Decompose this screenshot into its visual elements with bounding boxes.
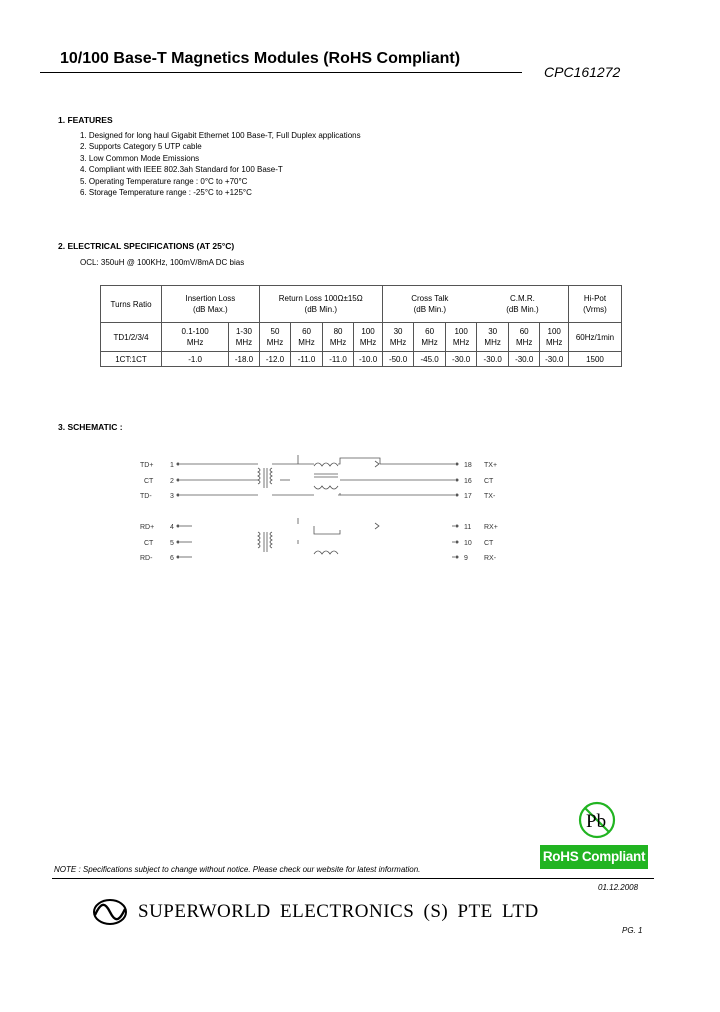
schematic-heading: 3. SCHEMATIC :	[58, 422, 123, 432]
pin-number-right: 18	[464, 462, 472, 469]
hipot-unit: (Vrms)	[583, 305, 607, 314]
pin-number-right: 11	[464, 524, 472, 531]
schematic-diagram	[100, 440, 520, 580]
pin-label-right: CT	[484, 478, 494, 485]
value-cell: -30.0	[508, 352, 540, 367]
value-cell: -11.0	[322, 352, 354, 367]
features-list	[80, 130, 361, 198]
feature-item: 3. Low Common Mode Emissions	[80, 153, 200, 163]
company-name: SUPERWORLD ELECTRONICS (S) PTE LTD	[138, 901, 539, 922]
pin-number-right: 9	[464, 555, 468, 562]
pin-label-right: RX-	[484, 555, 497, 562]
pin-label-left: CT	[144, 540, 154, 547]
value-cell: -10.0	[354, 352, 382, 367]
pin-number-right: 16	[464, 478, 472, 485]
freq-cell: 30 MHz	[477, 323, 509, 352]
pb-free-icon	[575, 800, 619, 840]
table-frequency-row	[101, 323, 622, 352]
feature-item: 2. Supports Category 5 UTP cable	[80, 142, 202, 152]
pin-label-right: TX+	[484, 462, 498, 469]
freq-cell: 100 MHz	[354, 323, 382, 352]
hipot-value-cell: 1500	[568, 352, 621, 367]
pin-number-left: 5	[170, 540, 174, 547]
pin-number-left: 6	[170, 555, 174, 562]
return-loss-unit: (dB Min.)	[304, 305, 337, 314]
pin-number-left: 4	[170, 524, 174, 531]
freq-cell: 0.1-100 MHz	[162, 323, 229, 352]
electrical-spec-table	[100, 285, 622, 367]
value-cell: -30.0	[540, 352, 568, 367]
feature-item: 1. Designed for long haul Gigabit Ethernet 100 Base-T, Full Duplex applications	[80, 131, 361, 140]
feature-item: 4. Compliant with IEEE 802.3ah Standard for 100 Base-T	[80, 165, 283, 175]
value-cell: -12.0	[259, 352, 291, 367]
freq-cell: 60 MHz	[508, 323, 540, 352]
features-heading: 1. FEATURES	[58, 115, 113, 125]
pin-label-right: TX-	[484, 493, 496, 500]
superworld-logo-icon	[92, 898, 128, 926]
freq-cell: 80 MHz	[322, 323, 354, 352]
table-row	[101, 352, 622, 367]
value-cell: -30.0	[477, 352, 509, 367]
pin-label-right: RX+	[484, 524, 498, 531]
freq-cell: 1-30 MHz	[229, 323, 260, 352]
cmr-unit: (dB Min.)	[506, 305, 539, 314]
pin-number-right: 10	[464, 540, 472, 547]
freq-cell: 100 MHz	[540, 323, 568, 352]
value-cell: -11.0	[291, 352, 323, 367]
electrical-heading: 2. ELECTRICAL SPECIFICATIONS (AT 25°C)	[58, 241, 235, 251]
value-cell: -18.0	[229, 352, 260, 367]
insertion-loss-header	[162, 286, 260, 323]
hipot-header	[568, 286, 621, 323]
value-cell: -45.0	[414, 352, 446, 367]
pin-number-left: 1	[170, 462, 174, 469]
pin-label-left: RD+	[140, 524, 155, 531]
page-number: PG. 1	[622, 926, 643, 935]
value-cell: -50.0	[382, 352, 414, 367]
pin-label-left: TD-	[140, 493, 152, 500]
pin-number-right: 17	[464, 493, 472, 500]
ocl-spec: OCL: 350uH @ 100KHz, 100mV/8mA DC bias	[80, 258, 245, 267]
rohs-badge: RoHS Compliant	[540, 845, 648, 869]
freq-cell: 60 MHz	[291, 323, 323, 352]
pb-symbol: Pb	[586, 811, 607, 832]
note-text: NOTE : Specifications subject to change without notice. Please check our website for latest information.	[54, 865, 421, 874]
freq-cell: 60 MHz	[414, 323, 446, 352]
part-number: CPC161272	[544, 64, 621, 80]
return-loss-label: Return Loss 100Ω±15Ω	[278, 294, 363, 303]
document-date: 01.12.2008	[598, 883, 639, 892]
note-divider	[52, 878, 654, 879]
pin-label-left: CT	[144, 478, 154, 485]
turns-ratio-header: Turns Ratio	[101, 286, 162, 323]
table-header-row	[101, 286, 622, 323]
page-title: 10/100 Base-T Magnetics Modules (RoHS Compliant)	[60, 50, 461, 67]
insertion-loss-label: Insertion Loss	[185, 294, 236, 303]
hipot-cond-cell: 60Hz/1min	[568, 323, 621, 352]
pin-number-left: 2	[170, 478, 174, 485]
title-underline	[40, 72, 522, 73]
feature-item: 5. Operating Temperature range : 0°C to +70°C	[80, 176, 248, 186]
insertion-loss-unit: (dB Max.)	[193, 305, 228, 314]
pin-label-left: RD-	[140, 555, 153, 562]
freq-cell: 30 MHz	[382, 323, 414, 352]
cmr-header	[477, 286, 569, 323]
cross-talk-unit: (dB Min.)	[413, 305, 447, 314]
value-cell: -1.0	[162, 352, 229, 367]
cross-talk-header	[382, 286, 477, 323]
value-cell: -30.0	[445, 352, 477, 367]
pin-label-left: TD+	[140, 462, 154, 469]
feature-item: 6. Storage Temperature range : -25°C to +125°C	[80, 188, 252, 198]
cross-talk-label: Cross Talk	[411, 294, 449, 303]
freq-cell: 100 MHz	[445, 323, 477, 352]
ratio-cell: 1CT:1CT	[101, 352, 162, 367]
cmr-label: C.M.R.	[509, 294, 535, 303]
return-loss-header	[259, 286, 382, 323]
pin-number-left: 3	[170, 493, 174, 500]
channels-cell: TD1/2/3/4	[101, 323, 162, 352]
freq-cell: 50 MHz	[259, 323, 291, 352]
hipot-label: Hi-Pot	[583, 294, 607, 303]
pin-label-right: CT	[484, 540, 494, 547]
